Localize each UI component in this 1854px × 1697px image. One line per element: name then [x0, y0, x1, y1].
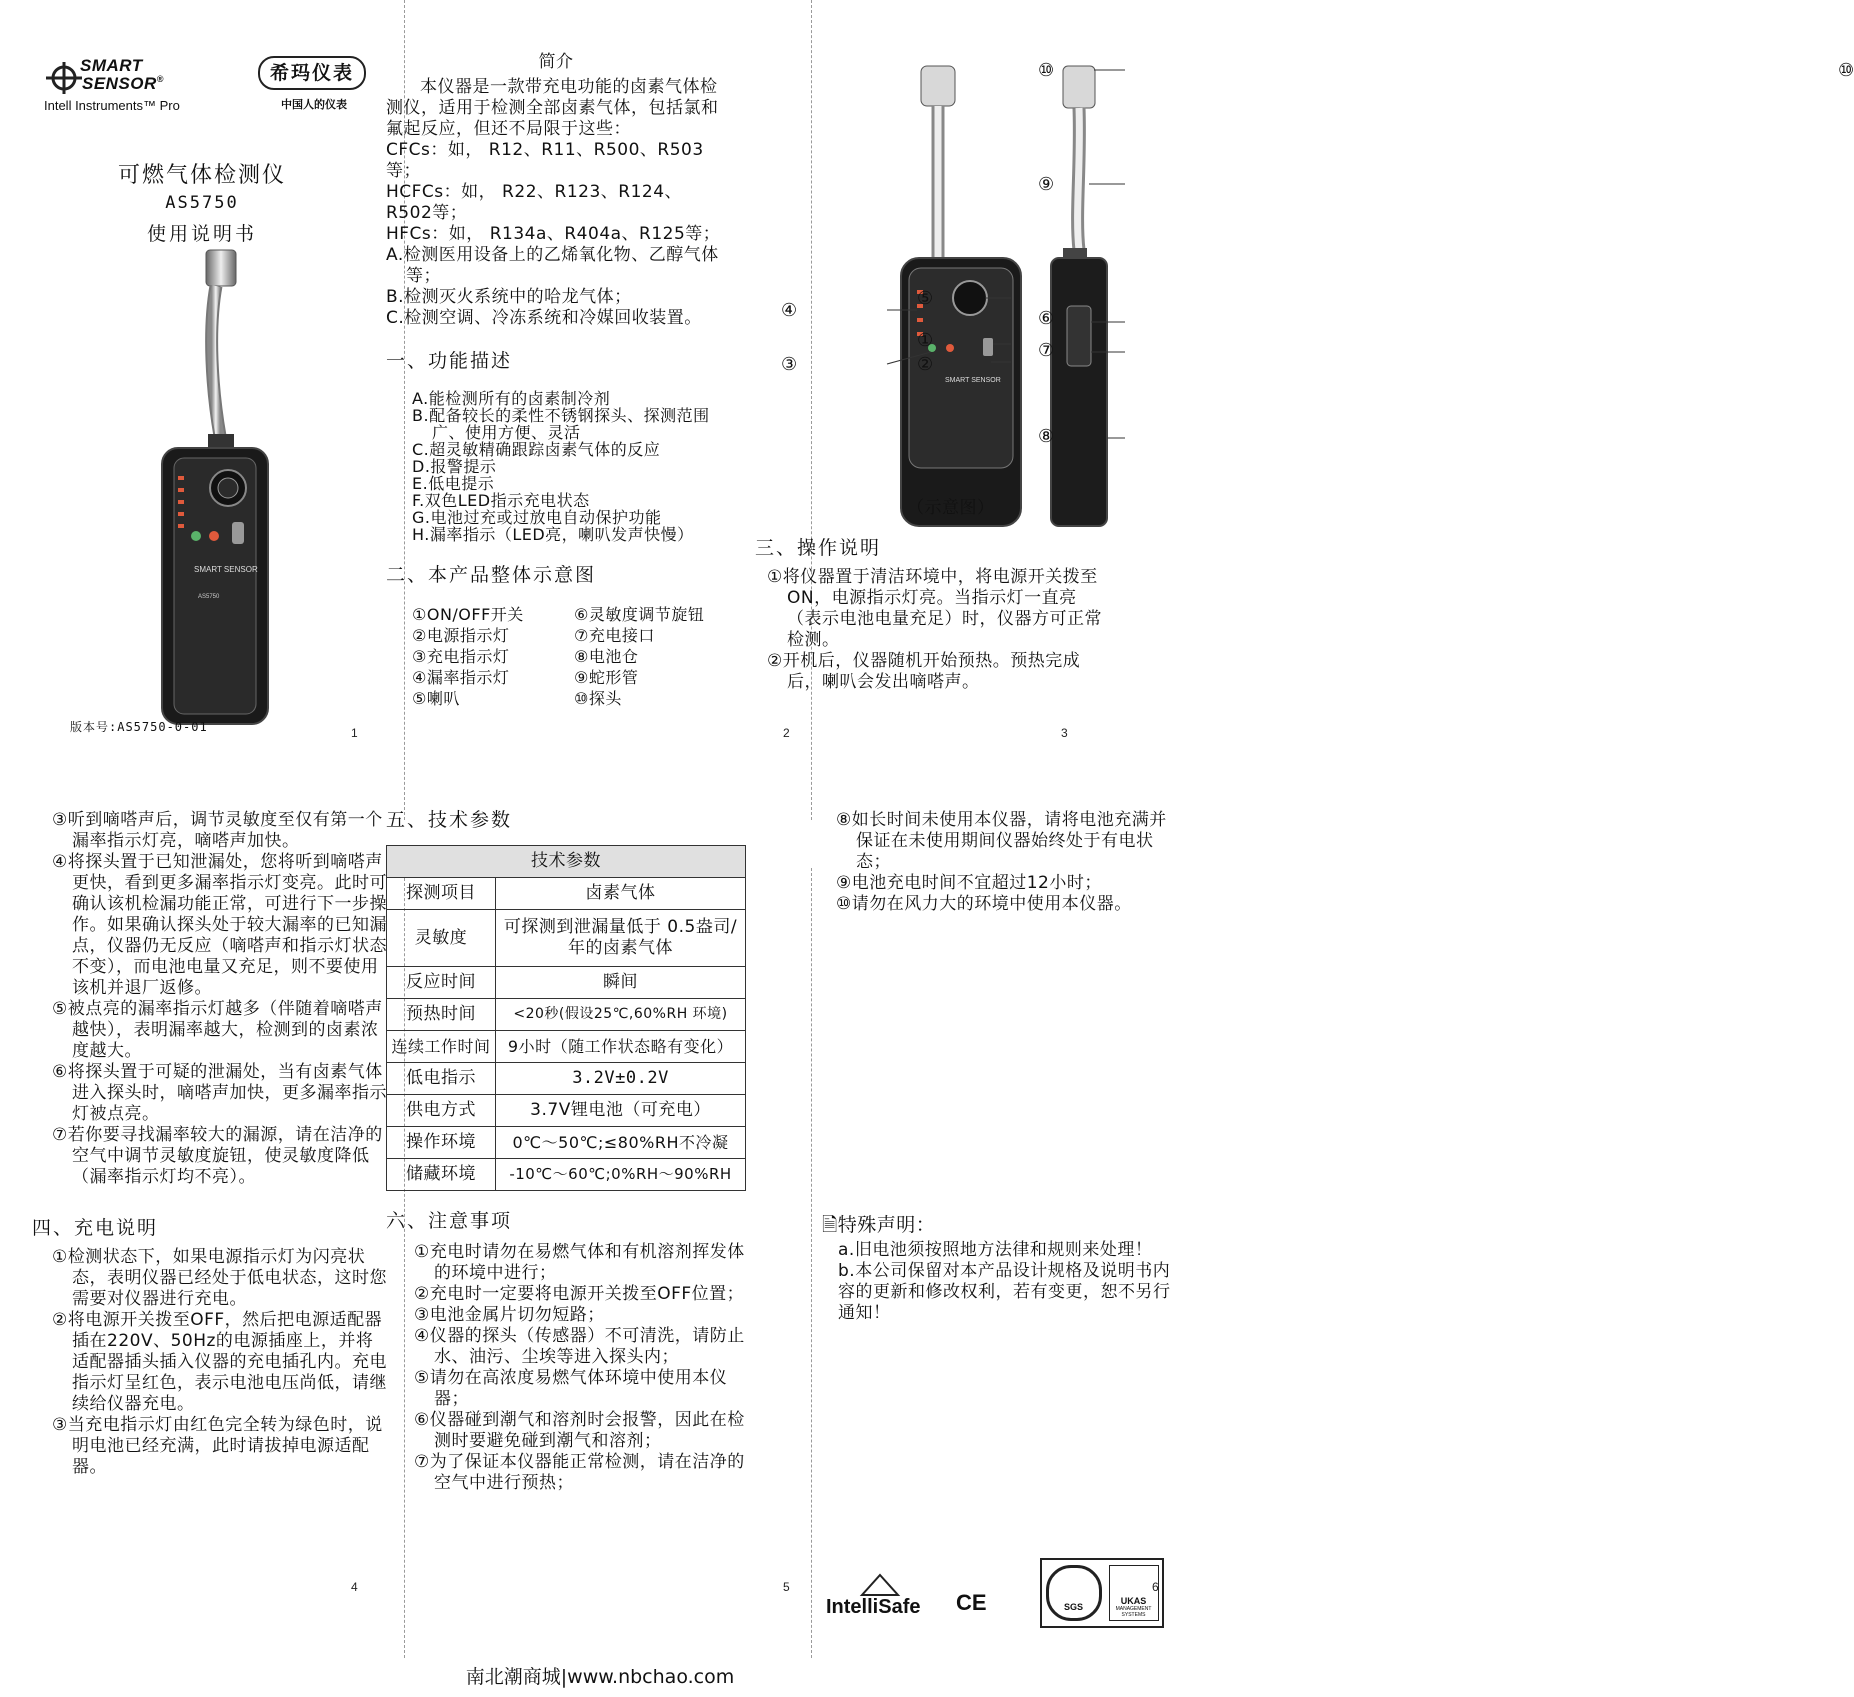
page-number: 5: [783, 1580, 790, 1594]
operation-item: ⑦若你要寻找漏率较大的漏源，请在洁净的空气中调节灵敏度旋钮，使灵敏度降低（漏率指示灯均不亮）。: [52, 1125, 383, 1187]
part-item: ⑩探头: [574, 689, 622, 708]
logo-tagline: Intell Instruments™ Pro: [44, 98, 180, 113]
overview-heading: 二、本产品整体示意图: [386, 564, 597, 586]
ce-mark: CE: [956, 1590, 987, 1615]
callout-10: ⑩: [1838, 60, 1854, 81]
note-item: ⑧如长时间未使用本仪器，请将电池充满并保证在未使用期间仪器始终处于有电状态；: [836, 810, 1167, 872]
feature-item: C.超灵敏精确跟踪卤素气体的反应: [412, 440, 661, 459]
model-number: AS5750: [165, 193, 239, 213]
note-item: ⑤请勿在高浓度易燃气体环境中使用本仪器；: [414, 1368, 728, 1409]
part-item: ③充电指示灯: [412, 647, 510, 666]
intro-line: A.检测医用设备上的乙烯氧化物、乙醇气体等；: [386, 245, 719, 286]
callout-6: ⑥: [1038, 308, 1055, 329]
callout-9: ⑨: [1038, 174, 1055, 195]
note-item: ②充电时一定要将电源开关拨至OFF位置；: [414, 1284, 745, 1304]
ukas-label: UKAS: [1120, 1596, 1147, 1606]
smart-sensor-logo: [44, 56, 194, 120]
feature-item: G.电池过充或过放电自动保护功能: [412, 508, 662, 527]
intro-line: HCFCs：如， R22、R123、R124、R502等；: [386, 182, 683, 223]
svg-text:SMART SENSOR: SMART SENSOR: [945, 377, 1001, 384]
specs-panel: [386, 810, 746, 1494]
callout-5: ⑤: [917, 288, 934, 309]
sgs-label: SGS: [1063, 1602, 1083, 1612]
operation-item: ⑤被点亮的漏率指示灯越多（伴随着嘀嗒声越快），表明漏率越大，检测到的卤素浓度越大。: [52, 999, 383, 1061]
logo-line1: SMART: [80, 56, 143, 75]
intellisafe-label: IntelliSafe: [826, 1596, 921, 1618]
table-row: 探测项目 卤素气体: [387, 878, 746, 910]
intro-panel: [386, 52, 726, 709]
operation-item: ⑥将探头置于可疑的泄漏处，当有卤素气体进入探头时，嘀嗒声加快，更多漏率指示灯被点亮。: [52, 1062, 387, 1124]
intro-line: CFCs：如， R12、R11、R500、R503等；: [386, 140, 704, 181]
note-item: ⑩请勿在风力大的环境中使用本仪器。: [836, 894, 1132, 914]
declaration-item: a.旧电池须按照地方法律和规则来处理！: [838, 1240, 1153, 1260]
detector-illustration: [150, 250, 280, 730]
version-label: 版本号:AS5750-0-01: [70, 720, 208, 734]
part-item: ②电源指示灯: [412, 626, 510, 645]
feature-item: D.报警提示: [412, 457, 497, 476]
operation-item: ③听到嘀嗒声后，调节灵敏度至仅有第一个漏率指示灯亮，嘀嗒声加快。: [52, 810, 383, 851]
page-number: 3: [1061, 726, 1068, 740]
warning-triangle-icon: [860, 1574, 900, 1596]
ukas-badge: [1109, 1565, 1159, 1621]
manual-title: 可燃气体检测仪: [117, 163, 286, 188]
intro-line: B.检测灭火系统中的哈龙气体；: [386, 287, 632, 307]
charging-item: ③当充电指示灯由红色完全转为绿色时，说明电池已经充满，此时请拔掉电源适配器。: [52, 1415, 383, 1477]
note-item: ⑥仪器碰到潮气和溶剂时会报警，因此在检测时要避免碰到潮气和溶剂；: [414, 1410, 745, 1451]
part-item: ⑤喇叭: [412, 689, 460, 708]
table-row: 操作环境 0℃～50℃;≤80%RH不冷凝: [387, 1127, 746, 1159]
notes-cont-panel: [822, 810, 1176, 1324]
table-row: 预热时间 <20秒(假设25℃,60%RH 环境): [387, 999, 746, 1031]
charging-item: ②将电源开关拨至OFF，然后把电源适配器插在220V、50Hz的电源插座上，并将适配器插头插入仪器的充电插孔内。充电指示灯呈红色，表示电池电压尚低，请继续给仪器充电。: [52, 1310, 387, 1414]
feature-item: E.低电提示: [412, 474, 495, 493]
spec-table: [386, 845, 746, 1191]
sgs-seal-icon: [1046, 1565, 1102, 1621]
intro-paragraph: 本仪器是一款带充电功能的卤素气体检测仪，适用于检测全部卤素气体，包括氯和氟起反应，但还不局限于这些：: [386, 77, 719, 139]
declaration-heading: 特殊声明：: [837, 1214, 936, 1236]
note-icon: 🗎: [822, 1214, 838, 1236]
part-item: ⑧电池仓: [574, 647, 639, 666]
operation-item: ①将仪器置于清洁环境中，将电源开关拨至ON，电源指示灯亮。当指示灯一直亮（表示电池电量充足）时，仪器方可正常检测。: [767, 567, 1102, 650]
intro-line: C.检测空调、冷冻系统和冷媒回收装置。: [386, 308, 702, 328]
cover-panel: [0, 0, 404, 820]
note-item: ④仪器的探头（传感器）不可清洗，请防止水、油污、尘埃等进入探头内；: [414, 1326, 745, 1367]
part-item: ④漏率指示灯: [412, 668, 510, 687]
intellisafe-mark: [826, 1574, 938, 1618]
callout-7: ⑦: [1038, 340, 1055, 361]
crosshair-icon: [44, 60, 84, 96]
callout-2: ②: [917, 354, 934, 375]
charging-item: ①检测状态下，如果电源指示灯为闪亮状态，表明仪器已经处于低电状态，这时您需要对仪器进行充电。: [52, 1247, 387, 1309]
page-number: 6: [1152, 1580, 1159, 1594]
table-row: 连续工作时间 9小时（随工作状态略有变化）: [387, 1031, 746, 1063]
table-row: 反应时间 瞬间: [387, 967, 746, 999]
svg-text:SMART SENSOR: SMART SENSOR: [194, 565, 258, 574]
page-number: 1: [351, 726, 358, 740]
manual-subtitle: 使用说明书: [146, 223, 257, 245]
logo-line2: SENSOR: [82, 74, 157, 93]
spec-table-title: 技术参数: [387, 846, 746, 878]
diagram-panel: [755, 0, 1854, 820]
part-item: ⑨蛇形管: [574, 668, 639, 687]
intro-title: 简介: [538, 52, 574, 72]
charging-heading: 四、充电说明: [32, 1217, 159, 1239]
part-item: ⑥灵敏度调节旋钮: [574, 605, 705, 624]
note-item: ⑦为了保证本仪器能正常检测，请在洁净的空气中进行预热；: [414, 1452, 745, 1493]
feature-item: A.能检测所有的卤素制冷剂: [412, 389, 611, 408]
features-heading: 一、功能描述: [386, 350, 513, 372]
page-number: 2: [783, 726, 790, 740]
callout-10: ⑩: [1038, 60, 1055, 81]
note-item: ①充电时请勿在易燃气体和有机溶剂挥发体的环境中进行；: [414, 1242, 745, 1283]
operation-heading: 三、操作说明: [755, 537, 882, 559]
part-item: ⑦充电接口: [574, 626, 655, 645]
callout-8: ⑧: [1038, 426, 1055, 447]
cn-slogan: 中国人的仪表: [281, 98, 347, 111]
feature-item: H.漏率指示（LED亮，喇叭发声快慢）: [412, 525, 694, 544]
parts-diagram: [835, 54, 1155, 524]
footer-text: 南北潮商城|www.nbchao.com: [465, 1666, 735, 1688]
table-row: 供电方式 3.7V锂电池（可充电）: [387, 1095, 746, 1127]
ukas-sub: MANAGEMENT SYSTEMS: [1115, 1606, 1152, 1618]
operation-item: ④将探头置于已知泄漏处，您将听到嘀嗒声更快，看到更多漏率指示灯变亮。此时可确认该机检漏功能正常，可进行下一步操作。如果确认探头处于较大漏率的已知漏点，仪器仍无反应（嘀嗒声和指示灯状态不变），而电池电量又充足，则不要使用该机并退厂返修。: [52, 852, 387, 998]
diagram-caption: （示意图）: [907, 498, 995, 518]
feature-item: B.配备较长的柔性不锈钢探头、探测范围广、使用方便、灵活: [412, 406, 710, 442]
callout-4: ④: [781, 300, 798, 321]
table-row: 低电指示 3.2V±0.2V: [387, 1063, 746, 1095]
feature-item: F.双色LED指示充电状态: [412, 491, 590, 510]
operation-item: ②开机后，仪器随机开始预热。预热完成后，喇叭会发出嘀嗒声。: [767, 651, 1081, 692]
intro-line: HFCs：如， R134a、R404a、R125等；: [386, 224, 721, 244]
sgs-badge: [1040, 1558, 1164, 1628]
callout-1: ①: [917, 330, 934, 351]
device-model-label: AS5750: [198, 594, 220, 600]
callout-3: ③: [781, 354, 798, 375]
registered-mark: ®: [156, 74, 164, 84]
operation-cont-panel: [32, 810, 390, 1478]
note-item: ③电池金属片切勿短路；: [414, 1305, 605, 1325]
specs-heading: 五、技术参数: [386, 809, 513, 831]
cima-logo: [258, 56, 370, 116]
note-item: ⑨电池充电时间不宜超过12小时；: [836, 873, 1102, 893]
cn-brand-mark: 希玛仪表: [258, 56, 366, 90]
table-row: 储藏环境 -10℃～60℃;0%RH～90%RH: [387, 1159, 746, 1191]
notes-heading: 六、注意事项: [386, 1210, 513, 1232]
declaration-item: b.本公司保留对本产品设计规格及说明书内容的更新和修改权利，若有变更，恕不另行通知！: [838, 1261, 1171, 1323]
table-row: 灵敏度 可探测到泄漏量低于 0.5盎司/年的卤素气体: [387, 910, 746, 967]
part-item: ①ON/OFF开关: [412, 605, 524, 624]
page-number: 4: [351, 1580, 358, 1594]
